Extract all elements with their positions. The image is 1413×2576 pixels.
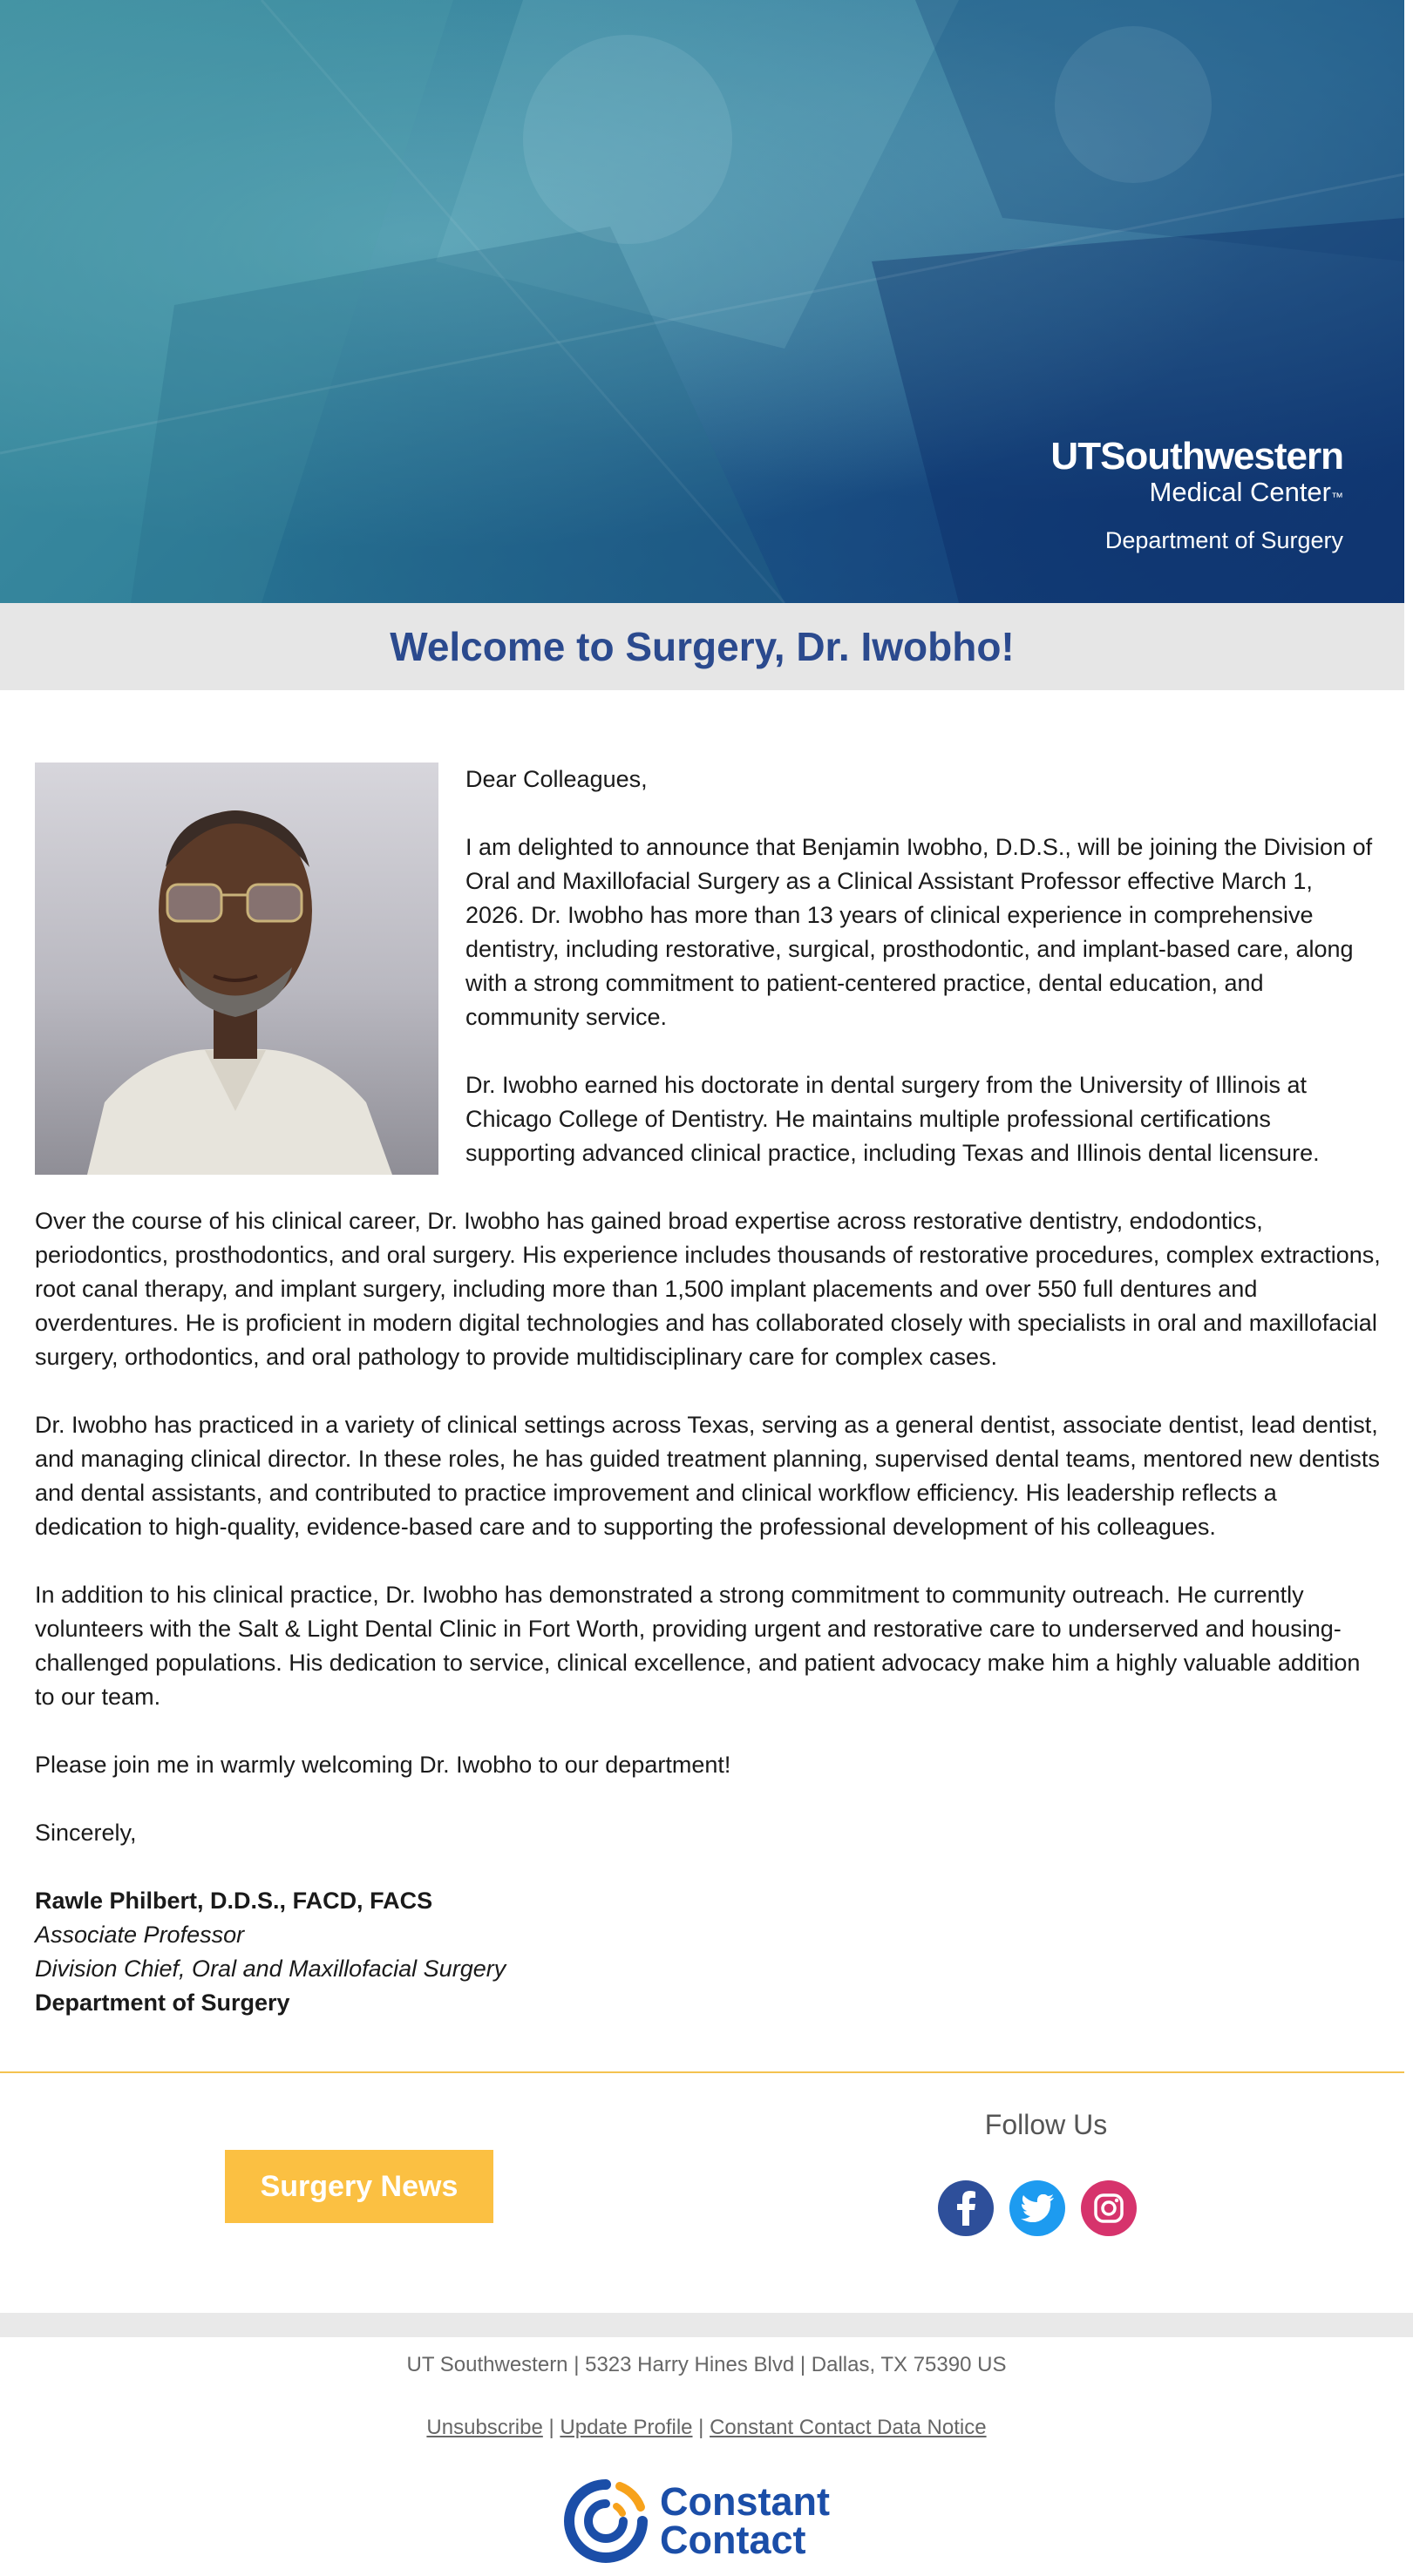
portrait-illustration bbox=[35, 763, 438, 1175]
hero-banner bbox=[0, 0, 1404, 603]
footer-links bbox=[0, 2416, 1413, 2440]
paragraph-1: I am delighted to announce that Benjamin Iwobho, D.D.S., will be joining the Division of Oral and Maxillofacial Surgery as a Clinical Assistant Professor effective March 1, 2026. Dr. Iwobho has more than 13 years of clinical experience in comprehensive dentistry, including restorative, surgical, prosthodontic, and implant-based care, along with a strong commitment to patient-centered practice, dental education, and community service. bbox=[465, 834, 1373, 1030]
constant-contact-logo-icon bbox=[562, 2478, 649, 2565]
data-notice-link[interactable]: Constant Contact Data Notice bbox=[710, 2416, 987, 2439]
instagram-icon[interactable] bbox=[1081, 2180, 1137, 2236]
social-links bbox=[938, 2180, 1137, 2236]
cc-line-2: Contact bbox=[660, 2518, 806, 2562]
letter-body bbox=[35, 1204, 1382, 2020]
brand-subname: Medical Center bbox=[1149, 477, 1331, 507]
paragraph-3: Over the course of his clinical career, Dr. Iwobho has gained broad expertise across restorative dentistry, endodontics, periodontics, prosthodontics, and oral surgery. His experience includes thousands of restorative procedures, complex extractions, root canal therapy, and implant surgery, including more than 1,500 implant placements and over 550 full dentures and overdentures. He is proficient in modern digital technologies and has collaborated closely with specialists in oral and maxillofacial surgery, orthodontics, and oral pathology to provide multidisciplinary care for complex cases. bbox=[35, 1208, 1381, 1370]
footer-address: UT Southwestern | 5323 Harry Hines Blvd | Dallas, TX 75390 US bbox=[406, 2353, 1007, 2376]
signer-department: Department of Surgery bbox=[35, 1990, 290, 2016]
brand-name: UTSouthwestern bbox=[1050, 435, 1343, 478]
paragraph-2: Dr. Iwobho earned his doctorate in dental surgery from the University of Illinois at Chicago College of Dentistry. He maintains multiple professional certifications supporting advanced clinical practice, including Texas and Illinois dental licensure. bbox=[465, 1072, 1320, 1166]
paragraph-5: In addition to his clinical practice, Dr. Iwobho has demonstrated a strong commitment to community outreach. He currently volunteers with the Salt & Light Dental Clinic in Fort Worth, providing urgent and restorative care to underserved and housing-challenged populations. His dedication to service, clinical excellence, and patient advocacy make him a highly valuable addition to our team. bbox=[35, 1582, 1361, 1710]
signer-name: Rawle Philbert, D.D.S., FACD, FACS bbox=[35, 1888, 433, 1914]
page-title: Welcome to Surgery, Dr. Iwobho! bbox=[390, 624, 1015, 669]
follow-us-label: Follow Us bbox=[984, 2109, 1108, 2140]
section-divider bbox=[0, 2071, 1404, 2073]
letter-intro bbox=[465, 763, 1376, 1204]
constant-contact-logo[interactable] bbox=[562, 2478, 830, 2565]
brand-trademark: ™ bbox=[1331, 490, 1343, 504]
portrait-photo bbox=[35, 763, 438, 1175]
signature-block bbox=[35, 1884, 1382, 2020]
cc-line-1: Constant bbox=[660, 2479, 830, 2524]
signer-title-1: Associate Professor bbox=[35, 1922, 245, 1948]
paragraph-6: Please join me in warmly welcoming Dr. Iwobho to our department! bbox=[35, 1752, 731, 1778]
hero-department: Department of Surgery bbox=[1104, 527, 1343, 553]
greeting: Dear Colleagues, bbox=[465, 766, 648, 792]
footer-separator-band bbox=[0, 2313, 1413, 2337]
signer-title-2: Division Chief, Oral and Maxillofacial Surgery bbox=[35, 1956, 506, 1982]
welcome-bar bbox=[0, 603, 1404, 690]
update-profile-link[interactable]: Update Profile bbox=[560, 2416, 693, 2439]
utsw-logo bbox=[1050, 436, 1343, 554]
facebook-icon[interactable] bbox=[938, 2180, 994, 2236]
link-separator: | bbox=[692, 2416, 710, 2439]
closing: Sincerely, bbox=[35, 1820, 137, 1846]
twitter-icon[interactable] bbox=[1009, 2180, 1065, 2236]
unsubscribe-link[interactable]: Unsubscribe bbox=[426, 2416, 543, 2439]
link-separator: | bbox=[542, 2416, 560, 2439]
surgery-news-button[interactable]: Surgery News bbox=[225, 2150, 493, 2223]
paragraph-4: Dr. Iwobho has practiced in a variety of clinical settings across Texas, serving as a general dentist, associate dentist, lead dentist, and managing clinical director. In these roles, he has guided treatment planning, supervised dental teams, mentored new dentists and dental assistants, and contributed to practice improvement and clinical workflow efficiency. His leadership reflects a dedication to high-quality, evidence-based care and to supporting the professional development of his colleagues. bbox=[35, 1412, 1380, 1540]
